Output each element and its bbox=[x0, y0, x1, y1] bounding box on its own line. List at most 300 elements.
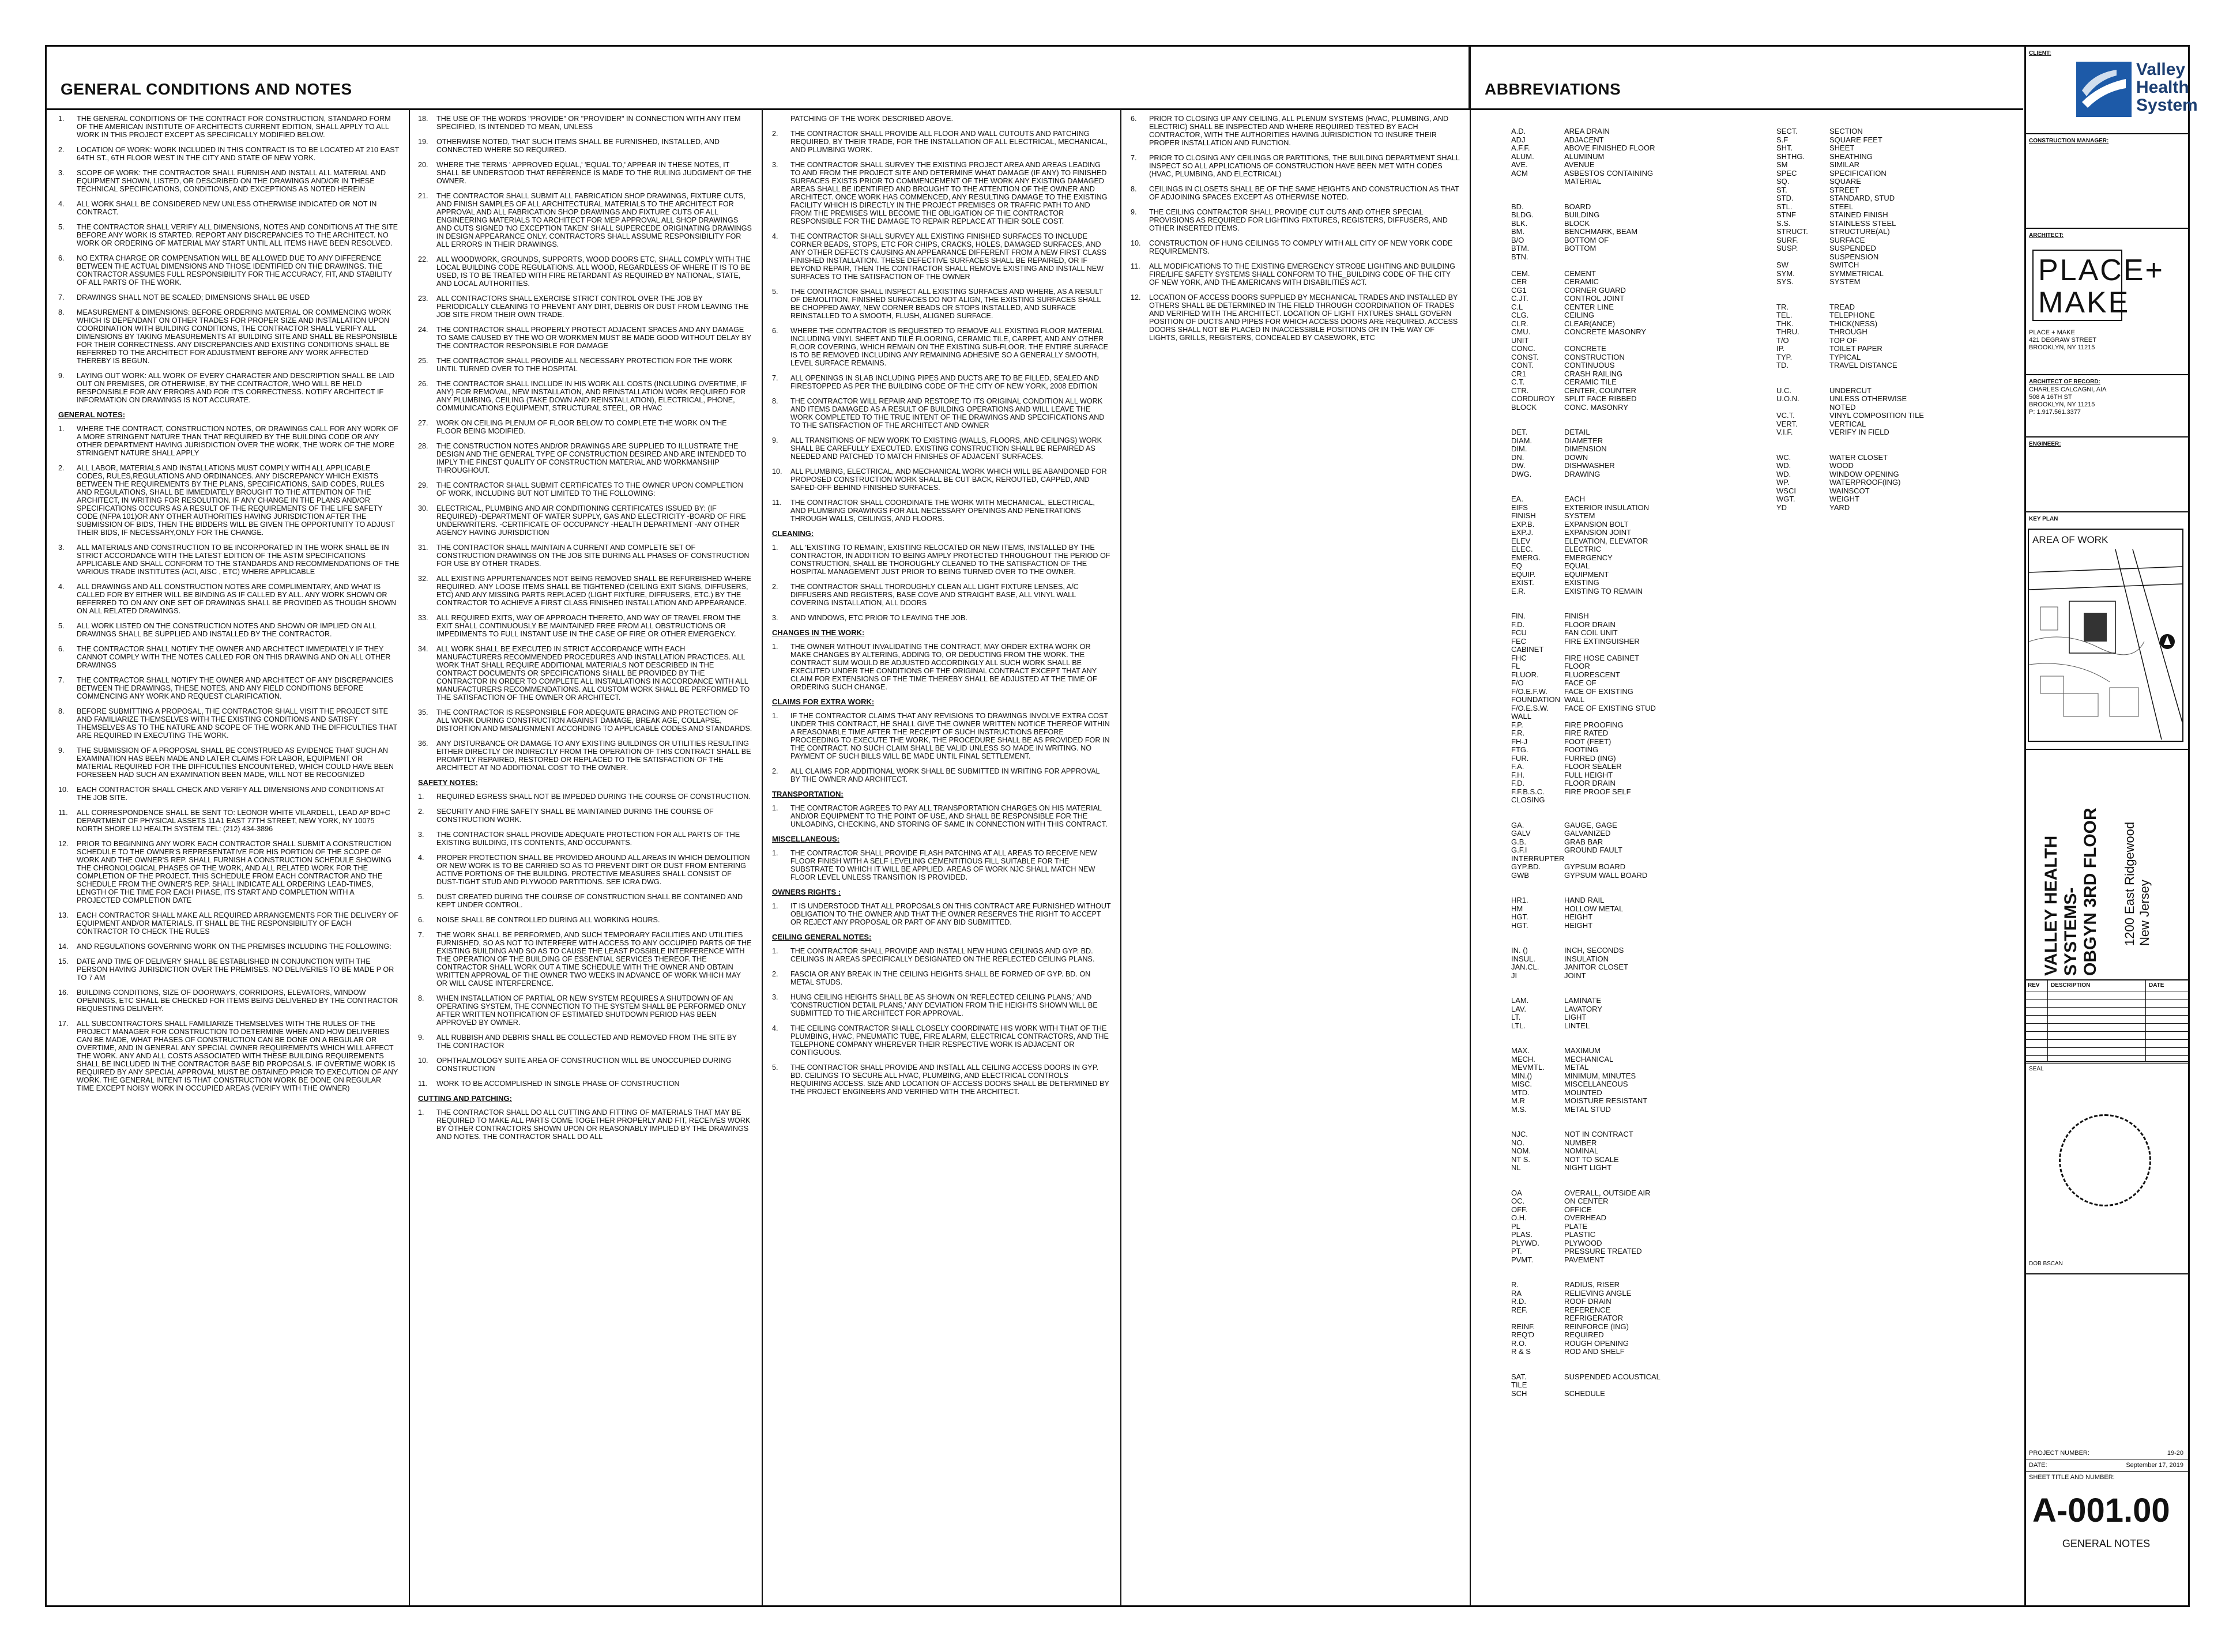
abbreviation-code: MIN.() bbox=[1511, 1071, 1533, 1080]
abbreviation-meaning: UNLESS OTHERWISE bbox=[1829, 394, 1907, 403]
note-item bbox=[418, 1057, 752, 1073]
abbreviation-code: WSCI bbox=[1776, 486, 1796, 495]
abbreviation-row bbox=[1511, 345, 1753, 353]
note-number: 31. bbox=[418, 544, 428, 552]
abbreviation-meaning: REQUIRED bbox=[1564, 1330, 1604, 1339]
abbreviation-row bbox=[1511, 788, 1753, 797]
abbreviation-meaning: ADJACENT bbox=[1564, 135, 1604, 144]
abbreviation-row bbox=[1511, 913, 1753, 922]
abbreviation-meaning: REFERENCE bbox=[1564, 1305, 1611, 1314]
abbreviation-code: O.H. bbox=[1511, 1213, 1527, 1222]
abbreviation-row bbox=[1511, 286, 1753, 295]
note-number: 7. bbox=[58, 676, 65, 684]
abbreviation-meaning: FIRE EXTINGUISHER bbox=[1564, 636, 1640, 646]
abbreviation-code: EXIST. bbox=[1511, 578, 1534, 587]
abbreviation-row bbox=[1511, 838, 1753, 847]
note-number: 10. bbox=[418, 1057, 428, 1065]
abbreviation-meaning: FOOTING bbox=[1564, 745, 1599, 754]
abbreviation-code: BLDG. bbox=[1511, 210, 1534, 219]
note-text: IF THE CONTRACTOR CLAIMS THAT ANY REVISIONS TO DRAWINGS INVOLVE EXTRA COST UNDER THIS CONTRACT, HE SHALL GIVE THE OWNER WRITTEN NOTICE THEREOF WITHIN A REASONABLE TIME AFTER THE RECEIPT OF SUCH INSTRUCTIONS BEFORE PROCEEDING TO EXECUTE THE WORK, THE PROCEDURE SHALL BE AS PROVIDED FOR IN THE CONTRACT. NO SUCH CLAIM SHALL BE VALID UNLESS SO MADE IN WRITING. NO PAYMENT OF SUCH BILLS WILL BE MADE UNTIL FINAL SETTLEMENT. bbox=[790, 712, 1110, 760]
note-item bbox=[418, 645, 752, 701]
abbreviation-meaning: FULL HEIGHT bbox=[1564, 770, 1613, 779]
abbreviation-code: ALUM. bbox=[1511, 152, 1534, 161]
note-item bbox=[58, 308, 400, 365]
abbreviation-code: HGT. bbox=[1511, 912, 1528, 921]
abbreviation-row bbox=[1511, 587, 1753, 596]
general-notes-header: GENERAL CONDITIONS AND NOTES bbox=[47, 47, 1470, 110]
abbreviation-code: SQ. bbox=[1776, 177, 1790, 186]
abbreviation-code: JAN.CL. bbox=[1511, 963, 1539, 971]
abbreviation-row bbox=[1511, 604, 1753, 613]
abbreviation-meaning: RADIUS, RISER bbox=[1564, 1280, 1620, 1289]
abbreviation-row bbox=[1511, 696, 1753, 704]
abbreviation-row bbox=[1776, 387, 2007, 395]
abbreviation-code: S.F bbox=[1776, 135, 1788, 144]
note-item bbox=[58, 645, 400, 669]
note-item bbox=[58, 622, 400, 638]
abbreviation-code bbox=[1511, 989, 1564, 997]
abbreviation-row bbox=[1511, 1172, 1753, 1181]
abbreviation-code: ST. bbox=[1776, 185, 1787, 194]
abbreviation-code: CEM. bbox=[1511, 269, 1530, 278]
abbreviation-meaning: CRASH RAILING bbox=[1564, 369, 1623, 378]
abbreviation-code: SURF. bbox=[1776, 235, 1798, 244]
note-item bbox=[58, 942, 400, 951]
abbreviation-meaning: FAN COIL UNIT bbox=[1564, 628, 1618, 637]
note-text: OTHERWISE NOTED, THAT SUCH ITEMS SHALL BE FURNISHED, INSTALLED, AND CONNECTED WHERE SO REQUIRED. bbox=[436, 138, 720, 154]
note-number: 1. bbox=[772, 712, 778, 720]
abbreviation-meaning: CORNER GUARD bbox=[1564, 285, 1626, 295]
note-number: 13. bbox=[58, 911, 69, 919]
abbreviation-meaning: ROOF DRAIN bbox=[1564, 1297, 1611, 1306]
dob-label: DOB BSCAN bbox=[2029, 1261, 2063, 1267]
abbreviation-meaning: NOMINAL bbox=[1564, 1146, 1599, 1155]
note-item bbox=[418, 1080, 752, 1088]
abbreviation-meaning: PLASTIC bbox=[1564, 1230, 1596, 1239]
abbreviation-row bbox=[1511, 1323, 1753, 1332]
notes-column-2 bbox=[418, 115, 752, 1148]
abbreviation-meaning: TYPICAL bbox=[1829, 352, 1861, 361]
note-item bbox=[418, 357, 752, 373]
abbreviation-meaning: MOISTURE RESISTANT bbox=[1564, 1096, 1648, 1105]
note-number: 1. bbox=[772, 544, 778, 552]
note-number: 12. bbox=[1131, 293, 1141, 301]
abbreviation-meaning: OVERHEAD bbox=[1564, 1213, 1606, 1222]
note-item bbox=[58, 809, 400, 833]
revision-row bbox=[2024, 1000, 2188, 1008]
note-number: 1. bbox=[772, 849, 778, 857]
note-item bbox=[772, 130, 1111, 154]
abbreviation-meaning: FACE OF EXISTING bbox=[1564, 687, 1633, 696]
note-text: AND REGULATIONS GOVERNING WORK ON THE PREMISES INCLUDING THE FOLLOWING: bbox=[77, 942, 391, 951]
note-text: MEASUREMENT & DIMENSIONS: BEFORE ORDERING MATERIAL OR COMMENCING WORK WHICH IS DEPENDANT ON OTHER TRADES FOR PROPER SIZE AND INSTALLATION UPON COORDINATION WITH BUILDING CONDITIONS, THE CONTRACTOR SHALL VERIFY ALL DIMENSIONS BY TAKING MEASUREMENTS AT BUILDING SITE AND SHALL BE RESPONSIBLE FOR THEIR CORRECTNESS. ANY DISCREPANCIES AND EXISTING CONDITIONS SHALL BE REFERRED TO THE ARCHITECT FOR ADJUSTMENT BEFORE ANY WORK AFFECTED THEREBY IS BEGUN. bbox=[77, 308, 398, 365]
abbreviation-code: CONT. bbox=[1511, 361, 1534, 369]
notes-area bbox=[47, 47, 2026, 1605]
note-number: 3. bbox=[772, 614, 778, 622]
note-text: BEFORE SUBMITTING A PROPOSAL, THE CONTRACTOR SHALL VISIT THE PROJECT SITE AND FAMILIARIZE THEMSELVES WITH THE EXISTING CONDITIONS AND SATISFY THEMSELVES AS TO THE NATURE AND SCOPE OF THE WORK AND THE DIFFICULTIES THAT ARE REQUIRED IN EXECUTING THE WORK. bbox=[77, 707, 397, 740]
abbreviation-code: WALL bbox=[1511, 712, 1531, 721]
project-info bbox=[2024, 1447, 2188, 1550]
abbreviation-code: M.R bbox=[1511, 1096, 1525, 1105]
abbreviation-meaning: FIRE RATED bbox=[1564, 729, 1609, 737]
abbreviation-code: SM bbox=[1776, 160, 1788, 169]
note-text: ALL DRAWINGS AND ALL CONSTRUCTION NOTES ARE COMPLIMENTARY, AND WHAT IS CALLED FOR BY EITHER WILL BE BINDING AS IF CALLED BY ALL. ANY WORK SHOWN OR REFERRED TO ON ANY ONE SET OF DRAWINGS SHALL BE PROVIDED AS THOUGH SHOWN ON ALL RELATED DRAWINGS. bbox=[77, 583, 397, 615]
note-text: ALL PLUMBING, ELECTRICAL, AND MECHANICAL WORK WHICH WILL BE ABANDONED FOR PROPOSED CONSTRUCTION WORK SHALL BE CUT BACK, REROUTED, CAPPED, AND SAFED-OFF BEHIND FINISHED SURFACES. bbox=[790, 467, 1107, 492]
abbreviation-row bbox=[1511, 1273, 1753, 1281]
abbreviation-meaning: FLOOR DRAIN bbox=[1564, 779, 1616, 787]
abbreviation-meaning: EQUIPMENT bbox=[1564, 569, 1609, 579]
note-number: 14. bbox=[58, 942, 69, 951]
abbreviation-meaning: WOOD bbox=[1829, 461, 1854, 470]
abbreviation-code bbox=[1511, 1172, 1564, 1181]
note-item bbox=[418, 192, 752, 248]
abbreviation-row bbox=[1511, 395, 1753, 403]
note-number: 1. bbox=[58, 115, 65, 123]
note-item bbox=[418, 481, 752, 497]
note-text: LOCATION OF WORK: WORK INCLUDED IN THIS CONTRACT IS TO BE LOCATED AT 210 EAST 64TH ST., 6TH FLOOR WEST IN THE CITY AND STATE OF NEW YORK. bbox=[77, 146, 400, 162]
project-title-section bbox=[2024, 750, 2188, 980]
abbreviation-meaning: GROUND FAULT bbox=[1564, 846, 1622, 854]
abbreviation-row bbox=[1511, 872, 1753, 880]
abbreviation-row bbox=[1776, 445, 2007, 454]
abbreviation-code: CLOSING bbox=[1511, 795, 1545, 804]
abbreviation-row bbox=[1511, 813, 1753, 821]
abbreviation-row bbox=[1511, 320, 1753, 329]
abbreviation-code: GA. bbox=[1511, 820, 1524, 829]
abbreviation-row bbox=[1776, 253, 2007, 262]
revision-header-row: REV DESCRIPTION DATE bbox=[2024, 980, 2188, 991]
note-item bbox=[1131, 154, 1460, 178]
abbreviation-meaning: CENTER LINE bbox=[1564, 302, 1614, 311]
note-text: THE SUBMISSION OF A PROPOSAL SHALL BE CONSTRUED AS EVIDENCE THAT SUCH AN EXAMINATION HAS BEEN MADE AND LATER CLAIMS FOR LABOR, EQUIPMENT OR MATERIAL REQUIRED FOR THE DIFFICULTIES ENCOUNTERED, WHICH COULD HAVE BEEN FORESEEN HAD SUCH AN EXAMINATION BEEN MADE, WILL NOT BE RECOGNIZED bbox=[77, 746, 394, 779]
note-text: WORK ON CEILING PLENUM OF FLOOR BELOW TO COMPLETE THE WORK ON THE FLOOR BEING MODIFIED. bbox=[436, 419, 727, 435]
abbreviation-row bbox=[1511, 353, 1753, 362]
abbreviation-code: F.D. bbox=[1511, 620, 1525, 629]
abbreviation-row bbox=[1776, 295, 2007, 303]
abbreviation-meaning: DETAIL bbox=[1564, 428, 1590, 436]
abbreviation-code: CMU. bbox=[1511, 327, 1531, 336]
abbreviation-row bbox=[1511, 571, 1753, 579]
section-heading: GENERAL NOTES: bbox=[58, 410, 126, 419]
note-number: 10. bbox=[58, 786, 69, 794]
abbreviation-code: SW bbox=[1776, 261, 1788, 269]
note-number: 11. bbox=[772, 499, 782, 507]
abbreviation-row bbox=[1511, 638, 1753, 646]
abbreviation-row bbox=[1776, 378, 2007, 387]
abbreviation-code: OC. bbox=[1511, 1197, 1525, 1205]
column-divider bbox=[762, 110, 763, 1605]
revision-table bbox=[2024, 980, 2188, 1062]
note-text: THE CEILING CONTRACTOR SHALL PROVIDE CUT OUTS AND OTHER SPECIAL PROVISIONS AS REQUIRED FOR LIGHTING FIXTURES, REGISTERS, DIFFUSERS, AND OTHER INSERTED ITEMS. bbox=[1149, 208, 1448, 232]
abbreviation-code: ELEC. bbox=[1511, 545, 1533, 553]
note-item bbox=[772, 499, 1111, 523]
abbreviation-meaning: SWITCH bbox=[1829, 261, 1859, 269]
abbreviation-meaning: SHEATHING bbox=[1829, 152, 1873, 161]
abbreviation-code: EQ bbox=[1511, 561, 1522, 570]
note-text: ALL OPENINGS IN SLAB INCLUDING PIPES AND DUCTS ARE TO BE FILLED, SEALED AND FIRESTOPPED AS PER THE BUILDING CODE OF THE CITY OF NEW YORK, 2008 EDITION bbox=[790, 374, 1100, 390]
abbreviation-meaning: ROUGH OPENING bbox=[1564, 1338, 1629, 1348]
abbreviation-row bbox=[1776, 286, 2007, 295]
note-text: ALL MATERIALS AND CONSTRUCTION TO BE INCORPORATED IN THE WORK SHALL BE IN STRICT ACCORDANCE WITH THE LATEST EDITION OF THE ASTM SPECIFICATIONS APPLICABLE AND SHALL CONFORM TO THE STANDARDS AND RECOMMENDATIONS OF THE VARIOUS TRADE INSTITUTES (ACI, AISC , ETC) WHERE APPLICABLE bbox=[77, 544, 400, 576]
note-text: THE OWNER WITHOUT INVALIDATING THE CONTRACT, MAY ORDER EXTRA WORK OR MAKE CHANGES BY ALTERING, ADDING TO, OR DEDUCTING FROM THE WORK. THE CONTRACT SUM WOULD BE ADJUSTED ACCORDINGLY ALL SUCH WORK SHALL BE EXECUTED UNDER THE CONDITIONS OF THE ORIGINAL CONTRACT EXCEPT THAT ANY CLAIM FOR EXTENSIONS OF THE TIME THEREBY SHALL BE ADJUSTED AT THE TIME OF ORDERING SUCH CHANGE. bbox=[790, 643, 1097, 691]
abbreviation-code: IP. bbox=[1776, 344, 1785, 353]
abbreviation-row bbox=[1776, 337, 2007, 345]
abbreviation-row bbox=[1776, 311, 2007, 320]
abbreviations-header: ABBREVIATIONS bbox=[1471, 47, 2023, 110]
abbreviation-code: GALV bbox=[1511, 829, 1531, 838]
abbreviation-meaning: FLOOR DRAIN bbox=[1564, 620, 1616, 629]
note-number: 1. bbox=[418, 793, 424, 801]
abbreviation-row bbox=[1776, 320, 2007, 329]
note-item bbox=[772, 1063, 1111, 1096]
abbreviation-meaning: SECTION bbox=[1829, 127, 1863, 135]
note-item bbox=[58, 746, 400, 779]
abbreviation-meaning: AREA DRAIN bbox=[1564, 127, 1610, 135]
abbreviation-code: MEVMTL. bbox=[1511, 1063, 1545, 1072]
abbreviation-meaning: SURFACE bbox=[1829, 235, 1865, 244]
abbreviation-meaning: MISCELLANEOUS bbox=[1564, 1080, 1628, 1088]
abbreviation-meaning: STRUCTURE(AL) bbox=[1829, 227, 1890, 236]
abbreviation-meaning: BOARD bbox=[1564, 202, 1591, 211]
abbreviation-row bbox=[1511, 228, 1753, 236]
abbreviation-code: R.O. bbox=[1511, 1338, 1527, 1348]
abbreviation-code bbox=[1511, 888, 1564, 897]
abbreviation-code: FCU bbox=[1511, 628, 1527, 637]
note-text: PRIOR TO CLOSING ANY CEILINGS OR PARTITIONS, THE BUILDING DEPARTMENT SHALL INSPECT SO ALL APPLICATIONS OF CONSTRUCTION HAVE BEEN MET WITH CODES (HVAC, PLUMBING, AND ELECTRICAL) bbox=[1149, 154, 1460, 178]
abbreviation-meaning: EXPANSION JOINT bbox=[1564, 528, 1632, 537]
abbreviation-row bbox=[1776, 178, 2007, 186]
abbreviation-row bbox=[1511, 1390, 1753, 1398]
abbreviation-row bbox=[1776, 161, 2007, 169]
abbreviation-meaning: SPECIFICATION bbox=[1829, 168, 1887, 178]
abbreviation-code: STNF bbox=[1776, 210, 1796, 219]
abbreviation-code: STRUCT. bbox=[1776, 227, 1808, 236]
abbreviation-meaning: PAVEMENT bbox=[1564, 1255, 1605, 1264]
abbreviation-row bbox=[1511, 295, 1753, 303]
note-item bbox=[418, 115, 752, 131]
note-number: 9. bbox=[1131, 208, 1137, 216]
note-text: ALL MODIFICATIONS TO THE EXISTING EMERGENCY STROBE LIGHTING AND BUILDING FIRE/LIFE SAFETY SYSTEMS SHALL CONFORM TO THE_BUILDING CODE OF THE CITY OF NEW YORK, AND THE AMERICANS WITH DISABILITIES ACT. bbox=[1149, 262, 1455, 286]
abbreviation-row bbox=[1511, 127, 1753, 136]
note-item bbox=[58, 676, 400, 700]
abbreviation-row bbox=[1776, 345, 2007, 353]
abbreviation-row bbox=[1511, 1022, 1753, 1031]
note-number: 35. bbox=[418, 708, 428, 716]
abbreviation-code bbox=[1776, 437, 1829, 446]
abbreviation-row bbox=[1511, 905, 1753, 914]
abbreviation-code bbox=[1511, 420, 1564, 429]
note-item bbox=[58, 146, 400, 162]
note-item bbox=[418, 854, 752, 886]
abbreviation-row bbox=[1511, 938, 1753, 947]
abbreviation-code: F.R. bbox=[1511, 729, 1525, 737]
note-number: 5. bbox=[418, 893, 424, 901]
abbreviation-code: CONST. bbox=[1511, 352, 1539, 361]
abbreviation-row bbox=[1511, 1231, 1753, 1239]
revision-row bbox=[2024, 1032, 2188, 1040]
note-text: WHERE THE TERMS ' APPROVED EQUAL,' 'EQUAL TO,' APPEAR IN THESE NOTES, IT SHALL BE UNDERSTOOD THAT REFERENCE IS MADE TO THE RULING JUDGMENT OF THE OWNER. bbox=[436, 161, 752, 185]
abbreviation-code: HGT. bbox=[1511, 921, 1528, 930]
key-plan-label: KEY PLAN bbox=[2029, 516, 2058, 522]
abbreviation-code: PLYWD. bbox=[1511, 1238, 1539, 1247]
abbreviation-code bbox=[1776, 253, 1829, 262]
abbreviation-meaning: EXPANSION BOLT bbox=[1564, 519, 1629, 529]
notes-column-4 bbox=[1131, 115, 1460, 349]
note-item bbox=[772, 849, 1111, 881]
note-item bbox=[772, 712, 1111, 760]
abbreviation-row bbox=[1511, 688, 1753, 696]
abbreviation-row bbox=[1511, 512, 1753, 521]
abbreviation-row bbox=[1511, 253, 1753, 262]
abbreviation-row bbox=[1511, 478, 1753, 487]
note-item bbox=[418, 994, 752, 1027]
seal-section bbox=[2024, 1062, 2188, 1274]
abbreviation-meaning: HOLLOW METAL bbox=[1564, 904, 1624, 913]
abbreviation-code: UNIT bbox=[1511, 335, 1529, 345]
abbreviation-meaning: DRAWING bbox=[1564, 469, 1601, 478]
abbreviation-row bbox=[1511, 1005, 1753, 1014]
note-item bbox=[58, 911, 400, 936]
abbreviation-code: TEL. bbox=[1776, 311, 1793, 319]
abbreviation-row bbox=[1776, 470, 2007, 479]
abbreviation-row bbox=[1776, 361, 2007, 370]
abbreviation-row bbox=[1776, 395, 2007, 403]
note-number: 1. bbox=[772, 902, 778, 910]
abbreviation-meaning: TOILET PAPER bbox=[1829, 344, 1882, 353]
abbreviation-code bbox=[1776, 378, 1829, 387]
abbreviation-meaning: DISHWASHER bbox=[1564, 461, 1615, 470]
abbreviation-code: WD. bbox=[1776, 469, 1791, 478]
abbreviation-code: FLUOR. bbox=[1511, 670, 1539, 679]
client-name: Valley Health System bbox=[2136, 60, 2198, 115]
abbreviation-meaning: PLYWOOD bbox=[1564, 1238, 1602, 1247]
abbreviation-row bbox=[1511, 1348, 1753, 1356]
column-divider bbox=[1120, 110, 1121, 1605]
abbreviation-row bbox=[1511, 1097, 1753, 1106]
abbreviation-row bbox=[1511, 846, 1753, 855]
abbreviation-row bbox=[1511, 763, 1753, 771]
abbreviation-meaning: NOT TO SCALE bbox=[1564, 1155, 1619, 1164]
architect-of-record-section bbox=[2024, 375, 2188, 437]
section-heading: SAFETY NOTES: bbox=[418, 778, 478, 787]
key-plan-map bbox=[2028, 529, 2183, 742]
note-text: HUNG CEILING HEIGHTS SHALL BE AS SHOWN ON 'REFLECTED CEILING PLANS,' AND 'CONSTRUCTION DETAIL PLANS,' ANY DEVIATION FROM THE HEIGHTS SHOWN WILL BE SUBMITTED TO THE ARCHITECT FOR APPROVAL. bbox=[790, 993, 1098, 1017]
abbreviation-row bbox=[1511, 972, 1753, 980]
note-number: 3. bbox=[772, 161, 778, 169]
note-item bbox=[418, 295, 752, 319]
drawing-sheet bbox=[45, 45, 2198, 1607]
abbreviation-meaning: CONSTRUCTION bbox=[1564, 352, 1625, 361]
sheet-label: SHEET TITLE AND NUMBER: bbox=[2029, 1474, 2115, 1481]
abbreviation-row bbox=[1776, 370, 2007, 379]
note-number: 11. bbox=[58, 809, 68, 817]
abbreviation-code bbox=[1511, 487, 1564, 496]
abbreviation-code: GWB bbox=[1511, 870, 1530, 880]
aor-label: ARCHITECT OF RECORD: bbox=[2029, 379, 2100, 385]
abbreviation-row bbox=[1511, 554, 1753, 563]
note-item bbox=[418, 575, 752, 607]
abbreviation-row bbox=[1776, 328, 2007, 337]
abbreviation-row bbox=[1511, 654, 1753, 663]
abbreviation-row bbox=[1511, 495, 1753, 504]
note-text: EACH CONTRACTOR SHALL CHECK AND VERIFY ALL DIMENSIONS AND CONDITIONS AT THE JOB SITE. bbox=[77, 786, 385, 802]
abbreviation-code: TYP. bbox=[1776, 352, 1793, 361]
abbreviation-code bbox=[1776, 370, 1829, 379]
note-text: WHERE THE CONTRACTOR IS REQUESTED TO REMOVE ALL EXISTING FLOOR MATERIAL INCLUDING VINYL SHEET AND TILE FLOORING, CERAMIC TILE, CARPET, AND ANY OTHER FLOOR COVERING, WHICH REMAIN ON THE EXISTING SUB-FLOOR. THE ENTIRE SURFACE IS TO BE REMOVED INCLUDING ANY REMAINING ADHESIVE SO A GENERALLY SMOOTH, LEVEL SURFACE REMAINS. bbox=[790, 327, 1108, 367]
cm-label: CONSTRUCTION MANAGER: bbox=[2029, 138, 2109, 144]
abbreviation-meaning: SHEET bbox=[1829, 144, 1855, 152]
note-number: 8. bbox=[58, 308, 65, 316]
abbreviation-row bbox=[1776, 303, 2007, 312]
note-number: 7. bbox=[772, 374, 778, 382]
abbreviation-code: MAX. bbox=[1511, 1046, 1530, 1055]
section-heading: CEILING GENERAL NOTES: bbox=[772, 933, 872, 941]
note-text: ALL REQUIRED EXITS, WAY OF APPROACH THERETO, AND WAY OF TRAVEL FROM THE EXIT SHALL CONTINUOUSLY BE MAINTAINED FREE FROM ALL OBSTRUCTIONS OR IMPEDIMENTS TO FULL INSTANT USE IN THE CASE OF FIRE OR OTHER EMERGENCY. bbox=[436, 614, 741, 638]
abbreviation-row bbox=[1511, 671, 1753, 680]
note-item bbox=[58, 254, 400, 286]
abbreviation-row bbox=[1511, 855, 1753, 863]
abbreviation-meaning: CERAMIC TILE bbox=[1564, 378, 1617, 386]
abbreviation-row bbox=[1511, 236, 1753, 245]
note-item bbox=[58, 169, 400, 193]
abbreviation-code: JI bbox=[1511, 971, 1518, 980]
site-map-icon bbox=[2029, 549, 2182, 740]
abbreviation-meaning: METAL bbox=[1564, 1063, 1589, 1072]
abbreviation-row bbox=[1776, 244, 2007, 253]
abbreviation-code: M.S. bbox=[1511, 1104, 1527, 1114]
abbreviation-row bbox=[1511, 930, 1753, 938]
abbreviation-row bbox=[1511, 579, 1753, 587]
note-item bbox=[58, 840, 400, 904]
abbreviation-row bbox=[1511, 1197, 1753, 1206]
abbreviation-meaning: SPLIT FACE RIBBED bbox=[1564, 394, 1637, 403]
note-number: 12. bbox=[58, 840, 69, 848]
abbreviation-row bbox=[1511, 203, 1753, 212]
note-number: 2. bbox=[58, 146, 65, 154]
abbreviation-code: INSUL. bbox=[1511, 954, 1535, 963]
note-text: THE CONTRACTOR SHALL PROVIDE AND INSTALL ALL CEILING ACCESS DOORS IN GYP. BD. CEILINGS TO SECURE ALL HVAC, PLUMBING, AND ELECTRICAL CONTROLS REQUIRING ACCESS. SIZE AND LOCATION OF ACCESS DOORS SHALL BE DETERMINED BY THE PROJECT ENGINEERS AND VERIFIED WITH THE ARCHITECT. bbox=[790, 1063, 1109, 1096]
note-text: NO EXTRA CHARGE OR COMPENSATION WILL BE ALLOWED DUE TO ANY DIFFERENCE BETWEEN THE ACTUAL DIMENSIONS AND THOSE IDENTIFIED ON THE DRAWINGS. THE CONTRACTOR ASSUMES FULL RESPONSIBILITY FOR THE ACCURACY, FIT, AND STABILITY OF ALL PARTS OF THE WORK. bbox=[77, 254, 392, 286]
abbreviation-code: R.D. bbox=[1511, 1297, 1526, 1306]
abbreviation-row bbox=[1511, 1072, 1753, 1081]
note-item bbox=[772, 115, 1111, 123]
note-text: ALL WORK SHALL BE CONSIDERED NEW UNLESS OTHERWISE INDICATED OR NOT IN CONTRACT. bbox=[77, 200, 377, 216]
abbreviation-row bbox=[1511, 1080, 1753, 1089]
note-text: THE CONTRACTOR SHALL INCLUDE IN HIS WORK ALL COSTS (INCLUDING OVERTIME, IF ANY) FOR REMOVAL, NEW INSTALLATION, AND REINSTALLATION WORK REQUIRED FOR ANY PLUMBING, CEILING (TAKE DOWN AND REINSTALLATION), ELECTRICAL, PHONE, COMMUNICATIONS EQUIPMENT, STRUCTURAL STEEL, OR HVAC bbox=[436, 380, 747, 412]
note-number: 7. bbox=[418, 931, 424, 939]
note-number: 15. bbox=[58, 957, 69, 965]
note-item bbox=[58, 293, 400, 301]
abbreviation-meaning: RELIEVING ANGLE bbox=[1564, 1288, 1632, 1298]
abbreviation-code: F/O.E.F.W. bbox=[1511, 687, 1547, 696]
note-text: THE CONTRACTOR SHALL VERIFY ALL DIMENSIONS, NOTES AND CONDITIONS AT THE SITE BEFORE ANY WORK IS STARTED. REPORT ANY DISCREPANCIES TO THE ARCHITECT. NO WORK OR ORDERING OF MATERIAL MAY START UNTIL ALL ITEMS HAVE BEEN RESOLVED. bbox=[77, 223, 398, 247]
note-text: IT IS UNDERSTOOD THAT ALL PROPOSALS ON THIS CONTRACT ARE FURNISHED WITHOUT OBLIGATION TO THE OWNER AND THAT THE OWNER RESERVES THE RIGHT TO ACCEPT OR REJECT ANY PROPOSAL OR PART OF ANY BID SUBMITTED. bbox=[790, 902, 1111, 926]
abbreviation-code: THRU. bbox=[1776, 327, 1799, 336]
abbreviation-code: HM bbox=[1511, 904, 1523, 913]
note-item bbox=[772, 767, 1111, 783]
note-item bbox=[418, 326, 752, 350]
abbreviation-row bbox=[1511, 963, 1753, 972]
note-item bbox=[772, 970, 1111, 986]
abbreviation-code: FHC bbox=[1511, 653, 1527, 662]
section-heading: CHANGES IN THE WORK: bbox=[772, 628, 865, 637]
abbreviation-meaning: TOP OF bbox=[1829, 335, 1857, 345]
abbreviation-row bbox=[1511, 662, 1753, 671]
client-section bbox=[2024, 47, 2198, 134]
abbreviation-row bbox=[1511, 1164, 1753, 1172]
abbreviation-meaning: GRAB BAR bbox=[1564, 837, 1603, 846]
abbreviation-row bbox=[1511, 704, 1753, 713]
